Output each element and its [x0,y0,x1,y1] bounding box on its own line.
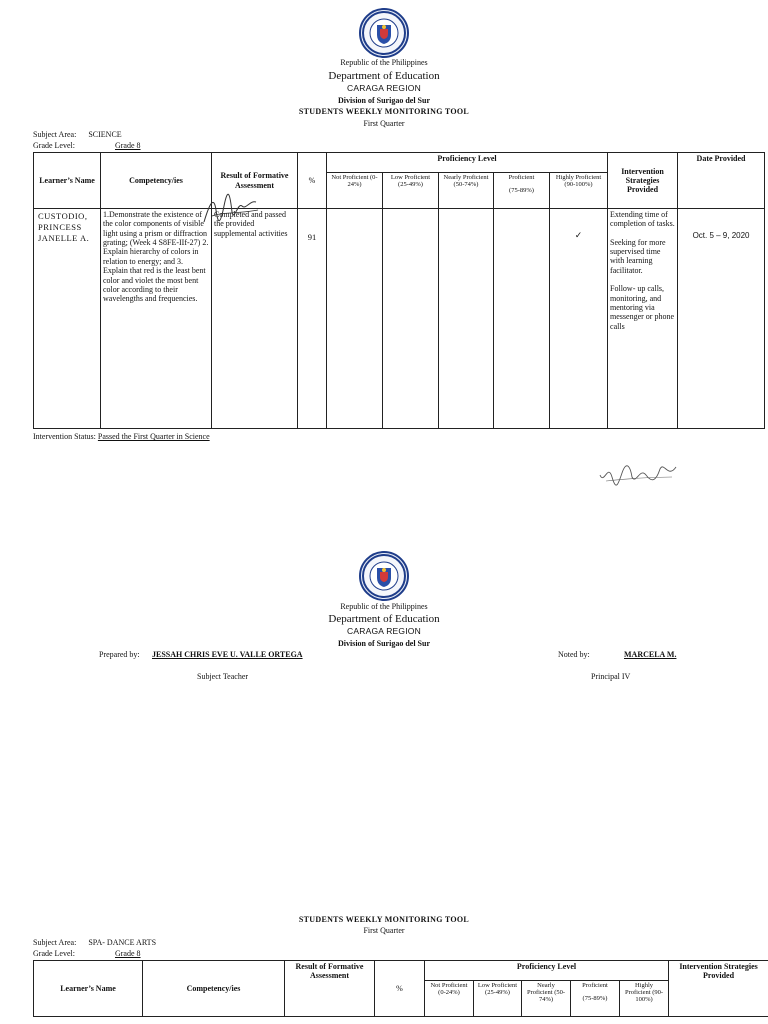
proficient-range: (75-89%) [509,187,534,195]
result-cell: Completed and passed the provided supplemental activities [212,209,298,429]
deped-seal-logo [359,8,409,58]
seal-emblem-icon [361,553,407,599]
signature-mark [200,192,262,230]
intervention-status-row [33,432,210,441]
result-header: Result of Formative Assessment [212,153,298,209]
region-line: CARAGA REGION [347,83,421,93]
seal-emblem-icon [361,10,407,56]
proficient-label: Proficient [508,174,535,181]
proficiency-level-header: Proficiency Level [327,153,608,173]
intervention-status-value: Passed the First Quarter in Science [97,432,210,441]
low-proficient-cell [383,209,439,429]
region-line: CARAGA REGION [347,626,421,636]
signature-mark [596,455,680,495]
intervention-item: Follow- up calls, monitoring, and mentoring via messenger or phone calls [610,284,675,331]
date-provided-header: Date Provided [678,153,765,209]
grade-level-row [33,949,141,958]
subject-area-row [33,938,156,947]
department-line: Department of Education [328,70,440,82]
nearly-proficient-header: Nearly Proficient (50-74%) [522,981,571,1017]
learner-name-header: Learner’s Name [34,961,143,1017]
intervention-status-label: Intervention Status: [33,432,96,441]
subject-area-value: SCIENCE [88,130,122,139]
quarter-line: First Quarter [363,926,405,935]
quarter-line: First Quarter [363,119,405,128]
low-proficient-header: Low Proficient (25-49%) [474,981,522,1017]
learner-name-cell: CUSTODIO, PRINCESS JANELLE A. [34,209,101,429]
noted-by-name: MARCELA M. [624,650,677,659]
proficient-header [494,173,550,209]
republic-line: Republic of the Philippines [340,58,428,67]
division-line: Division of Surigao del Sur [337,639,430,648]
intervention-header: Intervention Strategies Provided [608,153,678,209]
prepared-by-label: Prepared by: [99,650,140,659]
subject-area-row [33,130,122,139]
prepared-by-name: JESSAH CHRIS EVE U. VALLE ORTEGA [152,650,303,659]
grade-level-label: Grade Level: [33,141,75,150]
grade-level-value: Grade 8 [114,949,141,958]
prepared-by-title: Subject Teacher [197,672,249,681]
date-provided-cell: Oct. 5 – 9, 2020 [678,209,765,429]
grade-level-row [33,141,141,150]
noted-by-title: Principal IV [591,672,631,681]
proficient-range: (75-89%) [582,995,608,1003]
intervention-item: Extending time of completion of tasks. [610,210,675,229]
subject-area-value: SPA- DANCE ARTS [88,938,157,947]
percent-cell: 91 [298,209,327,429]
not-proficient-header: Not Proficient (0-24%) [425,981,474,1017]
intervention-header: Intervention Strategies Provided [669,961,768,1017]
tool-title: STUDENTS WEEKLY MONITORING TOOL [298,107,470,116]
result-header: Result of Formative Assessment [285,961,375,1017]
division-line: Division of Surigao del Sur [337,96,430,105]
republic-line: Republic of the Philippines [340,602,428,611]
deped-seal-logo [359,551,409,601]
proficient-header [571,981,620,1017]
monitoring-table [33,152,765,429]
competency-header: Competency/ies [143,961,285,1017]
intervention-cell [608,209,678,429]
intervention-item: Seeking for more supervised time with learning facilitator. [610,237,666,275]
proficiency-level-header: Proficiency Level [425,961,669,981]
competency-cell: 1.Demonstrate the existence of the color components of visible light using a prism or diffraction grating; (Week 4 S8FE-IIf-27) 2. Explain hierarchy of colors in relation to energy; and 3. Explain that red is the least bent color and violet the most bent color according to their wavelengths and frequencies. [101,209,212,429]
low-proficient-header: Low Proficient (25-49%) [383,173,439,209]
highly-proficient-check: ✓ [550,209,608,429]
nearly-proficient-cell [439,209,494,429]
proficient-label: Proficient [582,982,608,989]
percent-header: % [298,153,327,209]
competency-header: Competency/ies [101,153,212,209]
highly-proficient-header: Highly Proficient (90-100%) [550,173,608,209]
noted-by-label: Noted by: [558,650,590,659]
grade-level-label: Grade Level: [33,949,75,958]
grade-level-value: Grade 8 [114,141,141,150]
nearly-proficient-header: Nearly Proficient (50-74%) [439,173,494,209]
monitoring-table-dance [33,960,768,1017]
not-proficient-cell [327,209,383,429]
tool-title: STUDENTS WEEKLY MONITORING TOOL [298,915,470,924]
learner-name-header: Learner’s Name [34,153,101,209]
percent-header: % [375,961,425,1017]
subject-area-label: Subject Area: [33,130,77,139]
department-line: Department of Education [328,613,440,625]
highly-proficient-header: Highly Proficient (90-100%) [620,981,669,1017]
not-proficient-header: Not Proficient (0-24%) [327,173,383,209]
subject-area-label: Subject Area: [33,938,77,947]
proficient-cell [494,209,550,429]
